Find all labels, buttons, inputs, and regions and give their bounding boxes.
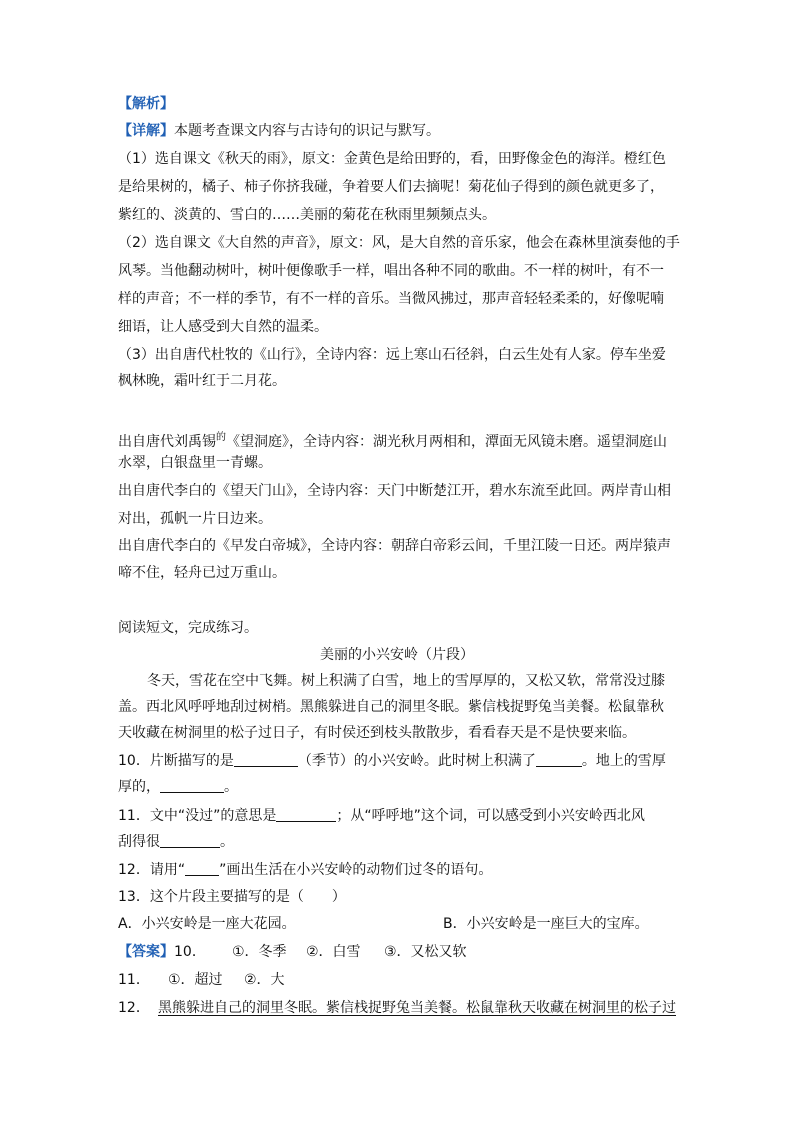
p5-line-2: 对出，孤帆一片日边来。 [118,511,272,527]
q10-blank-1[interactable] [234,752,298,767]
question-10-line-1 [118,751,666,771]
passage-line-1: 冬天，雪花在空中飞舞。树上积满了白雪，地上的雪厚厚的，又松又软，常常没过膝 [147,673,665,689]
q10-text-c: 。地上的雪厚 [581,753,666,769]
analysis-tag: 【解析】 [118,96,174,112]
passage-line-2: 盖。西北风呼呼地刮过树梢。黑熊躲进自己的洞里冬眠。紫信栈捉野兔当美餐。松鼠靠秋 [118,699,664,715]
p4-line-1 [118,428,667,452]
a12-num: 12． [118,1000,150,1016]
question-11-line-2 [118,832,234,852]
p5-line-1: 出自唐代李白的《望天门山》，全诗内容：天门中断楚江开，碧水东流至此回。两岸青山相 [118,483,671,499]
p6-line-2: 啼不住，轻舟已过万重山。 [118,565,286,581]
passage-title: 美丽的小兴安岭（片段） [320,647,474,663]
a11-answer-1: ①．超过 [168,972,223,988]
q10-text-b: （季节）的小兴安岭。此时树上积满了 [297,753,536,769]
answer-tag: 【答案】 [118,944,174,960]
p4-prefix: 出自唐代刘禹锡 [118,434,216,450]
detail-line [118,121,440,141]
p4-sup: 的 [216,432,226,443]
detail-tag: 【详解】 [118,123,174,139]
q11-text-c: 刮得很 [118,834,160,850]
q10-text-d: 厚的， [118,779,160,795]
q10-text-e: 。 [224,779,238,795]
a12-text: 黑熊躲进自己的洞里冬眠。紫信栈捉野兔当美餐。松鼠靠秋天收藏在树洞里的松子过 [158,1000,676,1016]
q11-text-d: 。 [220,834,234,850]
p2-line-1: （2）选自课文《大自然的声音》，原文：风，是大自然的音乐家，他会在森林里演奏他的手 [118,235,680,251]
a10-num: 10． [174,944,206,960]
a10-answer-1: ①．冬季 [232,944,287,960]
detail-text: 本题考查课文内容与古诗句的识记与默写。 [174,123,440,139]
answer-10-line [118,942,467,962]
passage-line-3: 天收藏在树洞里的松子过日子，有时侯还到枝头散散步，看看春天是不是快要来临。 [118,725,636,741]
answer-11-line [118,970,285,990]
question-12 [118,860,492,880]
q10-blank-3[interactable] [160,778,224,793]
q12-underline-sample [185,861,219,876]
p1-line-1: （1）选自课文《秋天的雨》，原文：金黄色是给田野的，看，田野像金色的海洋。橙红色 [118,151,666,167]
option-b[interactable]: B．小兴安岭是一座巨大的宝库。 [443,916,649,932]
q10-blank-2[interactable] [536,752,582,767]
a10-answer-2: ②．白雪 [306,944,361,960]
q12-text-a: 12．请用“ [118,862,186,878]
p6-line-1: 出自唐代李白的《早发白帝城》，全诗内容：朝辞白帝彩云间，千里江陵一日还。两岸猿声 [118,538,671,554]
p1-line-3: 紫红的、淡黄的、雪白的……美丽的菊花在秋雨里频频点头。 [118,207,496,223]
a11-num: 11． [118,972,150,988]
p4-rest: 《望洞庭》，全诗内容：湖光秋月两相和，潭面无风镜未磨。遥望洞庭山 [226,434,667,450]
q11-blank-1[interactable] [276,807,336,822]
q11-blank-2[interactable] [160,833,220,848]
reading-intro: 阅读短文，完成练习。 [118,620,258,636]
q12-text-b: ”画出生活在小兴安岭的动物们过冬的语句。 [219,862,493,878]
q11-text-a: 11．文中“没过”的意思是 [118,808,277,824]
p2-line-4: 细语，让人感受到大自然的温柔。 [118,319,328,335]
p4-line-2: 水翠，白银盘里一青螺。 [118,455,272,471]
p2-line-3: 样的声音；不一样的季节，有不一样的音乐。当微风拂过，那声音轻轻柔柔的，好像呢喃 [118,291,664,307]
p1-line-2: 是给果树的，橘子、柿子你挤我碰，争着要人们去摘呢！菊花仙子得到的颜色就更多了， [118,179,664,195]
p3-line-2: 枫林晚，霜叶红于二月花。 [118,373,286,389]
option-a[interactable]: A．小兴安岭是一座大花园。 [118,916,296,932]
question-11-line-1 [118,806,645,826]
p2-line-2: 风琴。当他翻动树叶，树叶便像歌手一样，唱出各种不同的歌曲。不一样的树叶，有不一 [118,263,664,279]
a10-answer-3: ③．又松又软 [384,944,467,960]
p3-line-1: （3）出自唐代杜牧的《山行》，全诗内容：远上寒山石径斜，白云生处有人家。停车坐爱 [118,347,666,363]
q10-text-a: 10．片断描写的是 [118,753,234,769]
question-13: 13．这个片段主要描写的是（ ） [118,889,346,905]
q11-text-b: ；从“呼呼地”这个词，可以感受到小兴安岭西北风 [336,808,645,824]
question-10-line-2 [118,777,238,797]
a11-answer-2: ②．大 [244,972,285,988]
answer-12-line [118,998,676,1018]
